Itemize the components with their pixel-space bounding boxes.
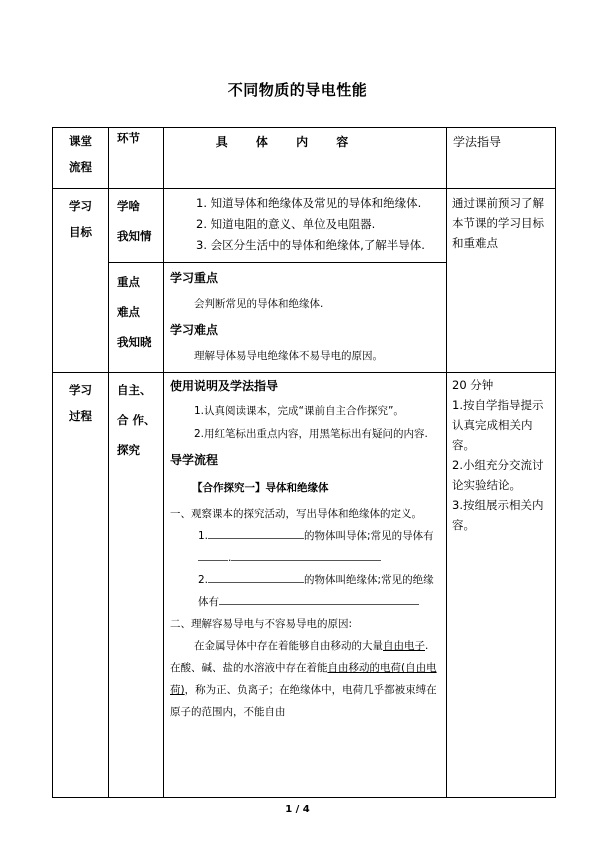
blank-field[interactable] (208, 571, 304, 583)
header-content-cell: 具 体 内 容 (164, 128, 447, 189)
difficulty-title: 学习难点 (170, 323, 219, 337)
header-section-cell: 环节 (109, 128, 164, 189)
question-1: 一、观察课本的探究活动，写出导体和绝缘体的定义。 (170, 508, 422, 520)
process-stage-line2: 过程 (69, 409, 92, 423)
goals-list (164, 189, 447, 263)
process-row (53, 373, 556, 798)
question-1a-number: 1. (198, 530, 209, 542)
process-guide-cell (447, 373, 556, 798)
question-1b (170, 569, 440, 613)
question-2: 二、理解容易导电与不容易导电的原因: (170, 618, 353, 630)
goal-item: 3. 会区分生活中的导体和绝缘体,了解半导体. (196, 238, 425, 252)
key-section-cell (109, 263, 164, 373)
header-stage-line1: 课堂 (69, 134, 92, 148)
table-header-row (53, 128, 556, 189)
usage-item-1: 1.认真阅读课本，完成“课前自主合作探究”。 (194, 405, 404, 417)
flow-title: 导学流程 (170, 453, 219, 467)
header-guide-cell: 学法指导 (447, 128, 556, 189)
process-stage-cell (53, 373, 109, 798)
explore-title: 【合作探究一】导体和绝缘体 (192, 482, 329, 494)
q2-underline-2: 自由移动的电荷(自由电荷) (170, 662, 437, 696)
question-2-paragraph (170, 635, 440, 723)
header-stage-line2: 流程 (69, 160, 92, 174)
usage-item-2: 2.用红笔标出重点内容，用黑笔标出有疑问的内容. (194, 428, 428, 440)
key-section-line2: 难点 (117, 305, 140, 319)
guide-item-1: 1.按自学指导提示认真完成相关内容。 (452, 398, 544, 452)
goals-section-cell (109, 189, 164, 263)
process-content-cell (164, 373, 447, 798)
guide-item-2: 2.小组充分交流讨论实验结论。 (452, 458, 544, 492)
q2-text-b: . 在酸、碱、盐的水溶液中存在着能 (170, 640, 429, 674)
goals-stage-cell (53, 189, 109, 373)
key-section-line3: 我知晓 (117, 335, 152, 349)
key-content-cell (164, 263, 447, 373)
page-number: 1 / 4 (285, 804, 310, 815)
q2-text-c: ，称为正、负离子；在绝缘体中，电荷几乎都被束缚在原子的范围内，不能自由 (170, 684, 437, 718)
question-1b-text: 的物体叫绝缘体;常见的绝缘体有 (198, 574, 434, 608)
question-1a (170, 525, 440, 569)
process-section-cell (109, 373, 164, 798)
process-section-line2: 合 作、 (117, 413, 156, 427)
process-stage-line1: 学习 (69, 383, 92, 397)
process-section-line3: 探究 (117, 443, 140, 457)
goals-row-1 (53, 189, 556, 263)
q2-underline-1: 自由电子 (383, 640, 425, 652)
period: . (228, 552, 232, 564)
guide-time: 20 分钟 (452, 378, 494, 392)
goal-item: 2. 知道电阻的意义、单位及电阻器. (196, 217, 376, 231)
lesson-plan-table (52, 127, 556, 798)
process-section-line1: 自主、 (117, 383, 152, 397)
blank-field[interactable] (208, 527, 304, 539)
blank-field[interactable] (219, 593, 419, 605)
document-title: 不同物质的导电性能 (227, 81, 368, 99)
key-points-text: 会判断常见的导体和绝缘体. (194, 298, 324, 310)
goal-item: 1. 知道导体和绝缘体及常见的导体和绝缘体. (196, 196, 422, 210)
goals-section-line2: 我知情 (117, 229, 152, 243)
question-1a-text: 的物体叫导体;常见的导体有 (304, 530, 434, 542)
goals-stage-line2: 目标 (69, 225, 92, 239)
difficulty-text: 理解导体易导电绝缘体不易导电的原因。 (194, 350, 383, 362)
blank-field[interactable] (231, 549, 381, 561)
key-points-title: 学习重点 (170, 271, 219, 285)
blank-field[interactable] (198, 549, 228, 561)
goals-stage-line1: 学习 (69, 199, 92, 213)
usage-title: 使用说明及学法指导 (170, 379, 279, 393)
guide-item-3: 3.按组展示相关内容。 (452, 498, 544, 532)
q2-text-a: 在金属导体中存在着能够自由移动的大量 (194, 640, 383, 652)
header-stage-cell (53, 128, 109, 189)
goals-section-line1: 学啥 (117, 199, 140, 213)
question-1b-number: 2. (198, 574, 209, 586)
key-section-line1: 重点 (117, 275, 140, 289)
goals-guide-cell: 通过课前预习了解本节课的学习目标和重难点 (447, 189, 556, 373)
